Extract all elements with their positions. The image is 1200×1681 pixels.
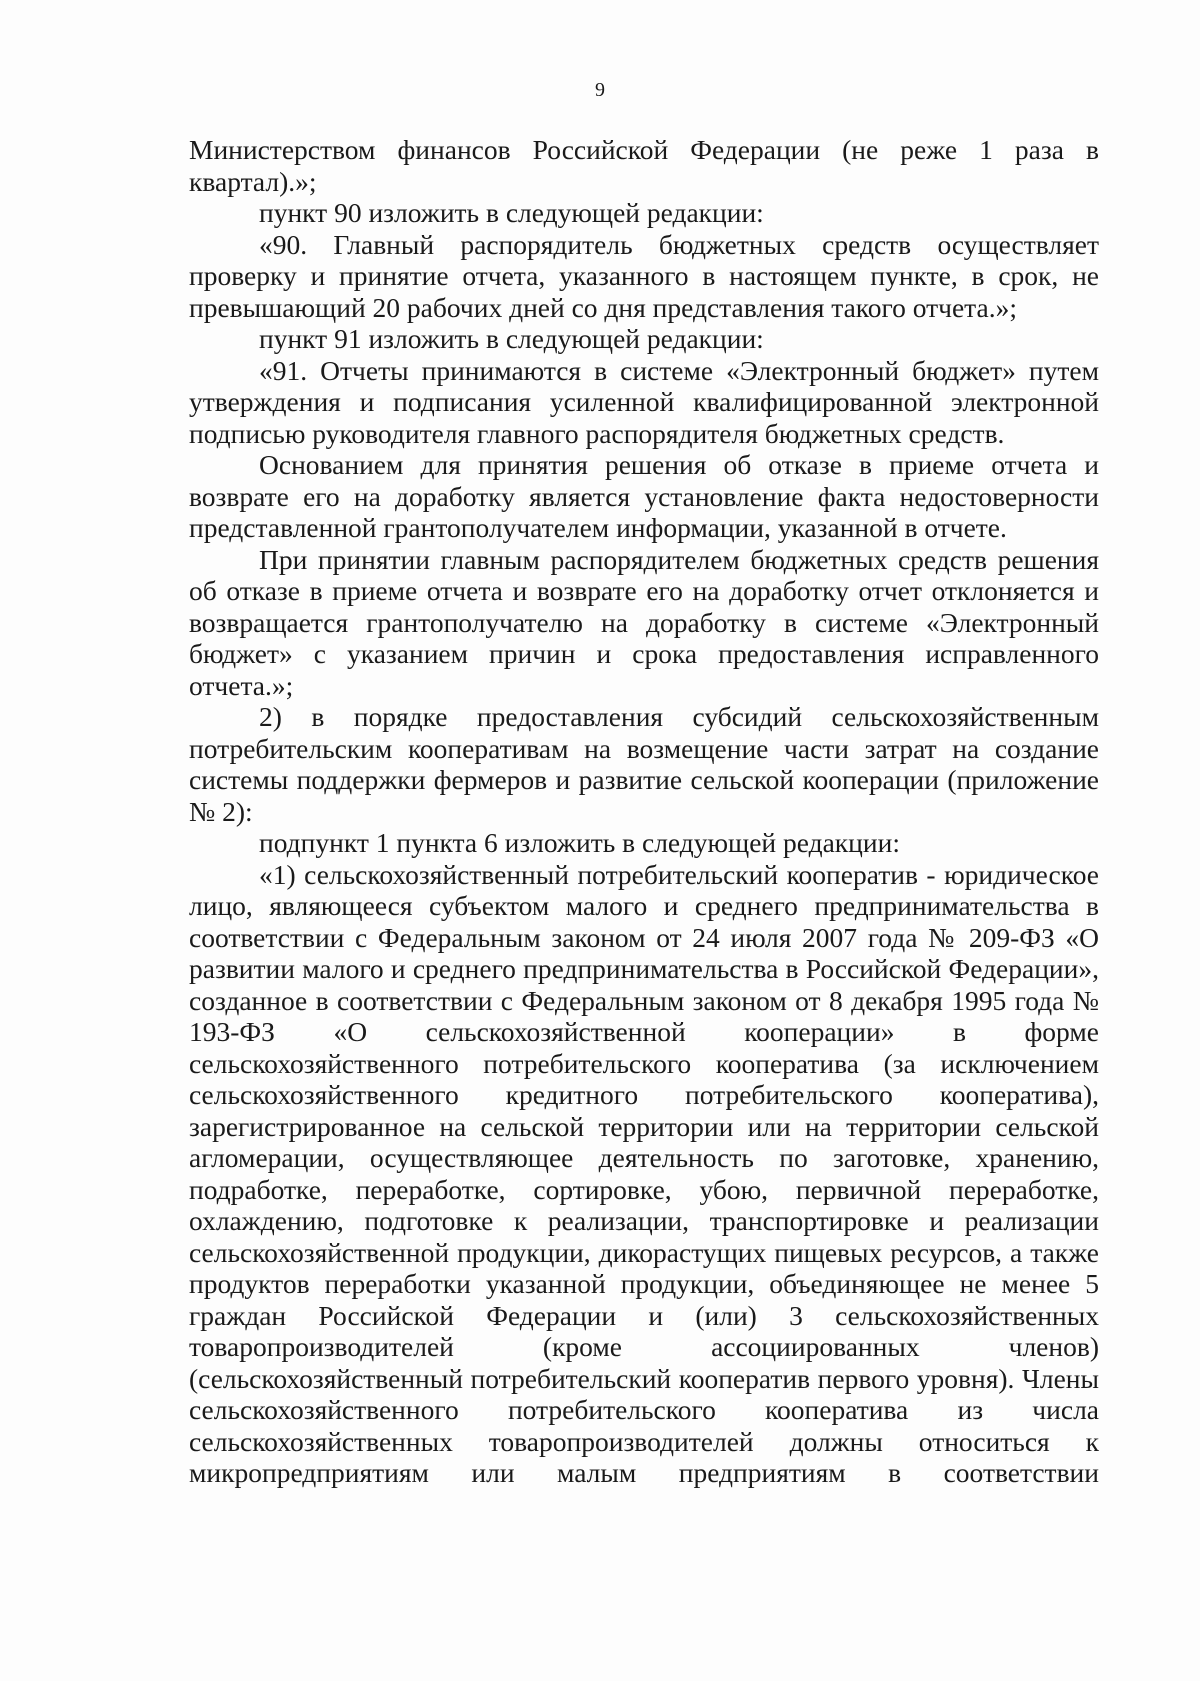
paragraph-4: пункт 91 изложить в следующей редакции: <box>259 323 764 354</box>
paragraph-9: подпункт 1 пункта 6 изложить в следующей редакции: <box>259 827 900 858</box>
paragraph-5: «91. Отчеты принимаются в системе «Электронный бюджет» путем утверждения и подписания усиленной квалифицированной электронной подписью руководителя главного распорядителя бюджетных средств. <box>189 354 1099 449</box>
paragraph-10: «1) сельскохозяйственный потребительский кооператив - юридическое лицо, являющееся субъектом малого и среднего предпринимательства в соответствии с Федеральным законом от 24 июля 2007 года № 209-ФЗ «О развитии малого и среднего предпринимательства в Российской Федерации», созданное в соответствии с Федеральным законом от 8 декабря 1995 года № 193-ФЗ «О сельскохозяйственной кооперации» в форме сельскохозяйственного потребительского кооператива (за исключением сельскохозяйственного кредитного потребительского кооператива), зарегистрированное на сельской территории или на территории сельской агломерации, осуществляющее деятельность по заготовке, хранению, подработке, переработке, сортировке, убою, первичной переработке, охлаждению, подготовке к реализации, транспортировке и реализации сельскохозяйственной продукции, дикорастущих пищевых ресурсов, а также продуктов переработки указанной продукции, объединяющее не менее 5 граждан Российской Федерации и (или) 3 сельскохозяйственных товаропроизводителей (кроме ассоциированных членов) (сельскохозяйственный потребительский кооператив первого уровня). Члены сельскохозяйственного потребительского кооператива из числа сельскохозяйственных товаропроизводителей должны относиться к микропредприятиям или малым предприятиям в соответствии <box>189 858 1099 1488</box>
paragraph-2: пункт 90 изложить в следующей редакции: <box>259 197 764 228</box>
paragraph-7: При принятии главным распорядителем бюджетных средств решения об отказе в приеме отчета и возврате его на доработку отчет отклоняется и возвращается грантополучателю на доработку в системе «Электронный бюджет» с указанием причин и срока предоставления исправленного отчета.»; <box>189 543 1099 701</box>
paragraph-1: Министерством финансов Российской Федерации (не реже 1 раза в квартал).»; <box>189 134 1099 197</box>
paragraph-3: «90. Главный распорядитель бюджетных средств осуществляет проверку и принятие отчета, указанного в настоящем пункте, в срок, не превышающий 20 рабочих дней со дня представления такого отчета.»; <box>189 228 1099 323</box>
document-body <box>189 134 1099 1489</box>
paragraph-6: Основанием для принятия решения об отказе в приеме отчета и возврате его на доработку является установление факта недостоверности представленной грантополучателем информации, указанной в отчете. <box>189 449 1099 543</box>
page-number: 9 <box>595 79 605 101</box>
paragraph-8: 2) в порядке предоставления субсидий сельскохозяйственным потребительским кооперативам на возмещение части затрат на создание системы поддержки фермеров и развитие сельской кооперации (приложение № 2): <box>189 701 1099 827</box>
